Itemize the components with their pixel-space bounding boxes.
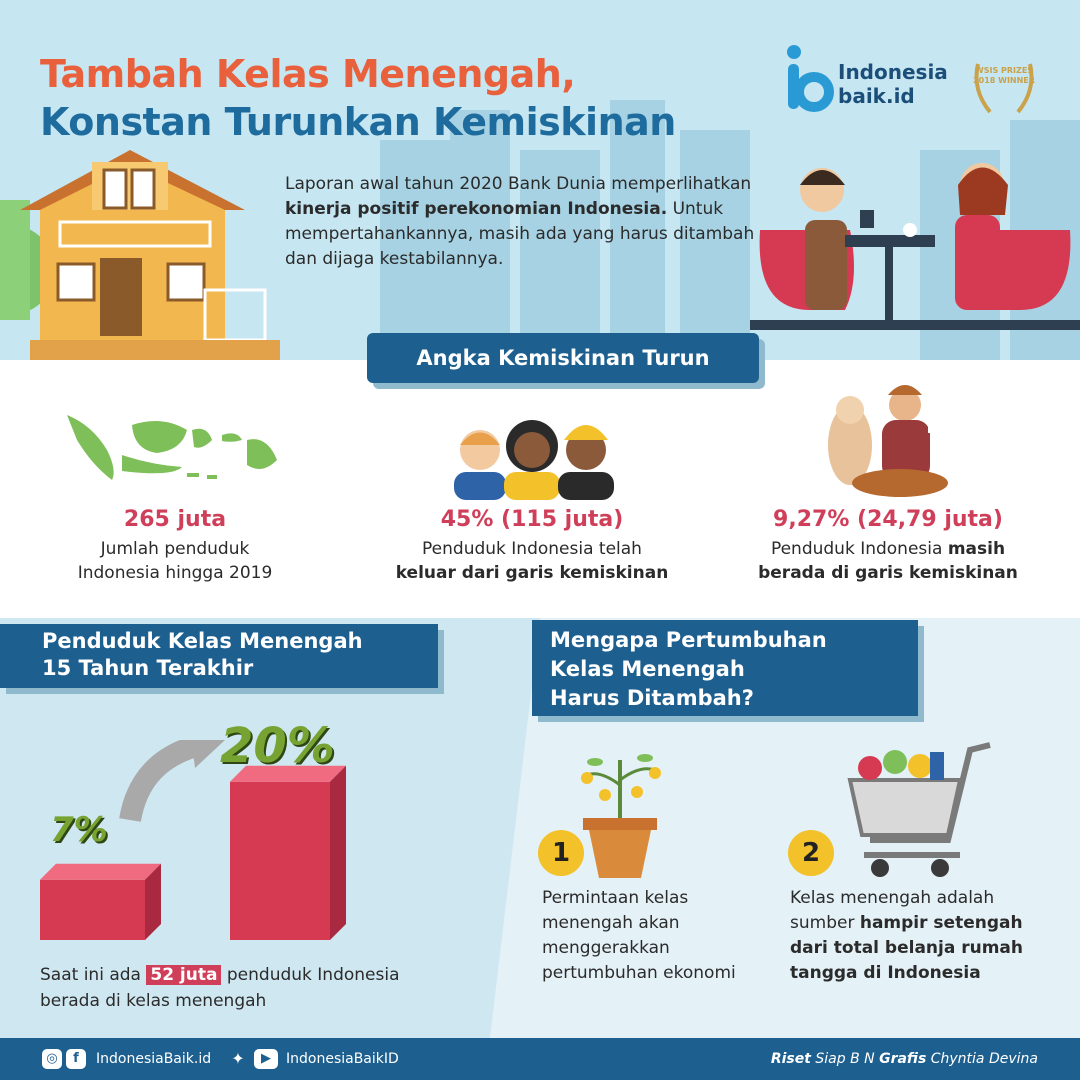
logo-line-1: Indonesia bbox=[838, 60, 948, 84]
stat-description bbox=[5, 537, 345, 585]
indonesiabaik-logo bbox=[786, 44, 976, 124]
caption-post: penduduk Indonesia berada di kelas menengah bbox=[40, 965, 400, 1011]
intro-part-2: Untuk mempertahankannya, masih ada yang harus ditambah dan dijaga kestabilannya. bbox=[285, 199, 755, 269]
instagram-icon[interactable]: ◎ bbox=[42, 1049, 62, 1069]
couple-cafe-illustration bbox=[750, 140, 1080, 330]
logo-line-2: baik.id bbox=[838, 84, 915, 108]
heading-line-2: Kelas Menengah bbox=[550, 657, 745, 681]
indonesiabaik-b-logo-icon bbox=[786, 44, 834, 114]
stat-value: 45% (115 juta) bbox=[440, 507, 624, 532]
footer-handle-1[interactable]: IndonesiaBaik.id bbox=[96, 1051, 212, 1067]
reason-number-1: 1 bbox=[538, 830, 584, 876]
logo-text bbox=[838, 60, 948, 108]
stat-value: 265 juta bbox=[123, 507, 227, 532]
reason-text-2-bold: hampir setengah dari total belanja rumah tangga di Indonesia bbox=[790, 913, 1024, 983]
laurel-wreath-icon bbox=[968, 50, 1040, 122]
house-illustration bbox=[0, 140, 300, 360]
shopping-cart-icon bbox=[840, 740, 1000, 880]
stat-desc-line-1: Penduduk Indonesia bbox=[770, 539, 948, 559]
money-tree-pot-icon bbox=[575, 740, 665, 880]
stat-desc-line-1-bold: masih bbox=[947, 539, 1006, 559]
poverty-section-heading: Angka Kemiskinan Turun bbox=[367, 333, 759, 383]
heading-line-2: 15 Tahun Terakhir bbox=[42, 656, 254, 680]
title-line-1: Tambah Kelas Menengah, bbox=[40, 52, 576, 96]
footer-credits bbox=[771, 1050, 1038, 1068]
indonesia-map-icon bbox=[62, 405, 282, 495]
facebook-icon[interactable]: f bbox=[66, 1049, 86, 1069]
stat-desc-line-1: Jumlah penduduk bbox=[100, 539, 250, 559]
stat-population bbox=[5, 505, 345, 585]
credit-grafis-name: Chyntia Devina bbox=[930, 1051, 1038, 1067]
caption-highlight: 52 juta bbox=[146, 965, 221, 985]
bar-7-percent bbox=[40, 864, 161, 940]
intro-bold: kinerja positif perekonomian Indonesia. bbox=[285, 199, 668, 219]
caption-pre: Saat ini ada bbox=[40, 965, 147, 985]
stat-value: 9,27% (24,79 juta) bbox=[773, 507, 1003, 532]
why-heading bbox=[532, 620, 918, 716]
wsis-award-badge bbox=[968, 50, 1040, 122]
credit-riset-label: Riset bbox=[770, 1051, 811, 1067]
reason-text-2-pre: Kelas menengah adalah sumber bbox=[790, 888, 995, 933]
credit-grafis-label: Grafis bbox=[879, 1051, 927, 1067]
middle-class-heading bbox=[0, 624, 438, 688]
reason-text-1: Permintaan kelas menengah akan menggerakkan pertumbuhan ekonomi bbox=[542, 888, 736, 983]
heading-line-3: Harus Ditambah? bbox=[550, 686, 754, 710]
growth-arrow-icon bbox=[130, 745, 200, 820]
title-line-2: Konstan Turunkan Kemiskinan bbox=[40, 100, 676, 144]
pct-label-20: 20% bbox=[220, 718, 335, 774]
page-title bbox=[40, 50, 676, 146]
award-text: WSIS PRIZES 2018 WINNER bbox=[973, 66, 1035, 85]
stat-desc-line-2-bold: keluar dari garis kemiskinan bbox=[395, 563, 669, 583]
stat-desc-line-2: Indonesia hingga 2019 bbox=[77, 563, 273, 583]
credit-riset-name: Siap B N bbox=[815, 1051, 875, 1067]
three-people-icon bbox=[452, 410, 617, 500]
reason-number-2: 2 bbox=[788, 830, 834, 876]
bar-20-percent bbox=[230, 766, 346, 940]
heading-line-1: Mengapa Pertumbuhan bbox=[550, 628, 827, 652]
homeless-person-icon bbox=[820, 375, 950, 500]
stat-description bbox=[362, 537, 702, 585]
footer-bar bbox=[0, 1038, 1080, 1080]
heading-line-1: Penduduk Kelas Menengah bbox=[42, 629, 363, 653]
footer-handle-2[interactable]: IndonesiaBaikID bbox=[286, 1051, 399, 1067]
middle-class-caption bbox=[40, 962, 440, 1014]
youtube-icon[interactable]: ▶ bbox=[254, 1049, 278, 1069]
stat-description bbox=[718, 537, 1058, 585]
stat-in-poverty bbox=[718, 505, 1058, 585]
twitter-icon[interactable]: ✦ bbox=[231, 1049, 245, 1068]
stat-desc-line-1: Penduduk Indonesia telah bbox=[422, 539, 642, 559]
stat-out-of-poverty bbox=[362, 505, 702, 585]
intro-paragraph bbox=[285, 172, 755, 272]
reason-text-2 bbox=[790, 886, 1050, 986]
pct-label-7: 7% bbox=[50, 810, 108, 850]
intro-part-1: Laporan awal tahun 2020 Bank Dunia memperlihatkan bbox=[285, 174, 752, 194]
stat-desc-line-2-bold: berada di garis kemiskinan bbox=[758, 563, 1018, 583]
